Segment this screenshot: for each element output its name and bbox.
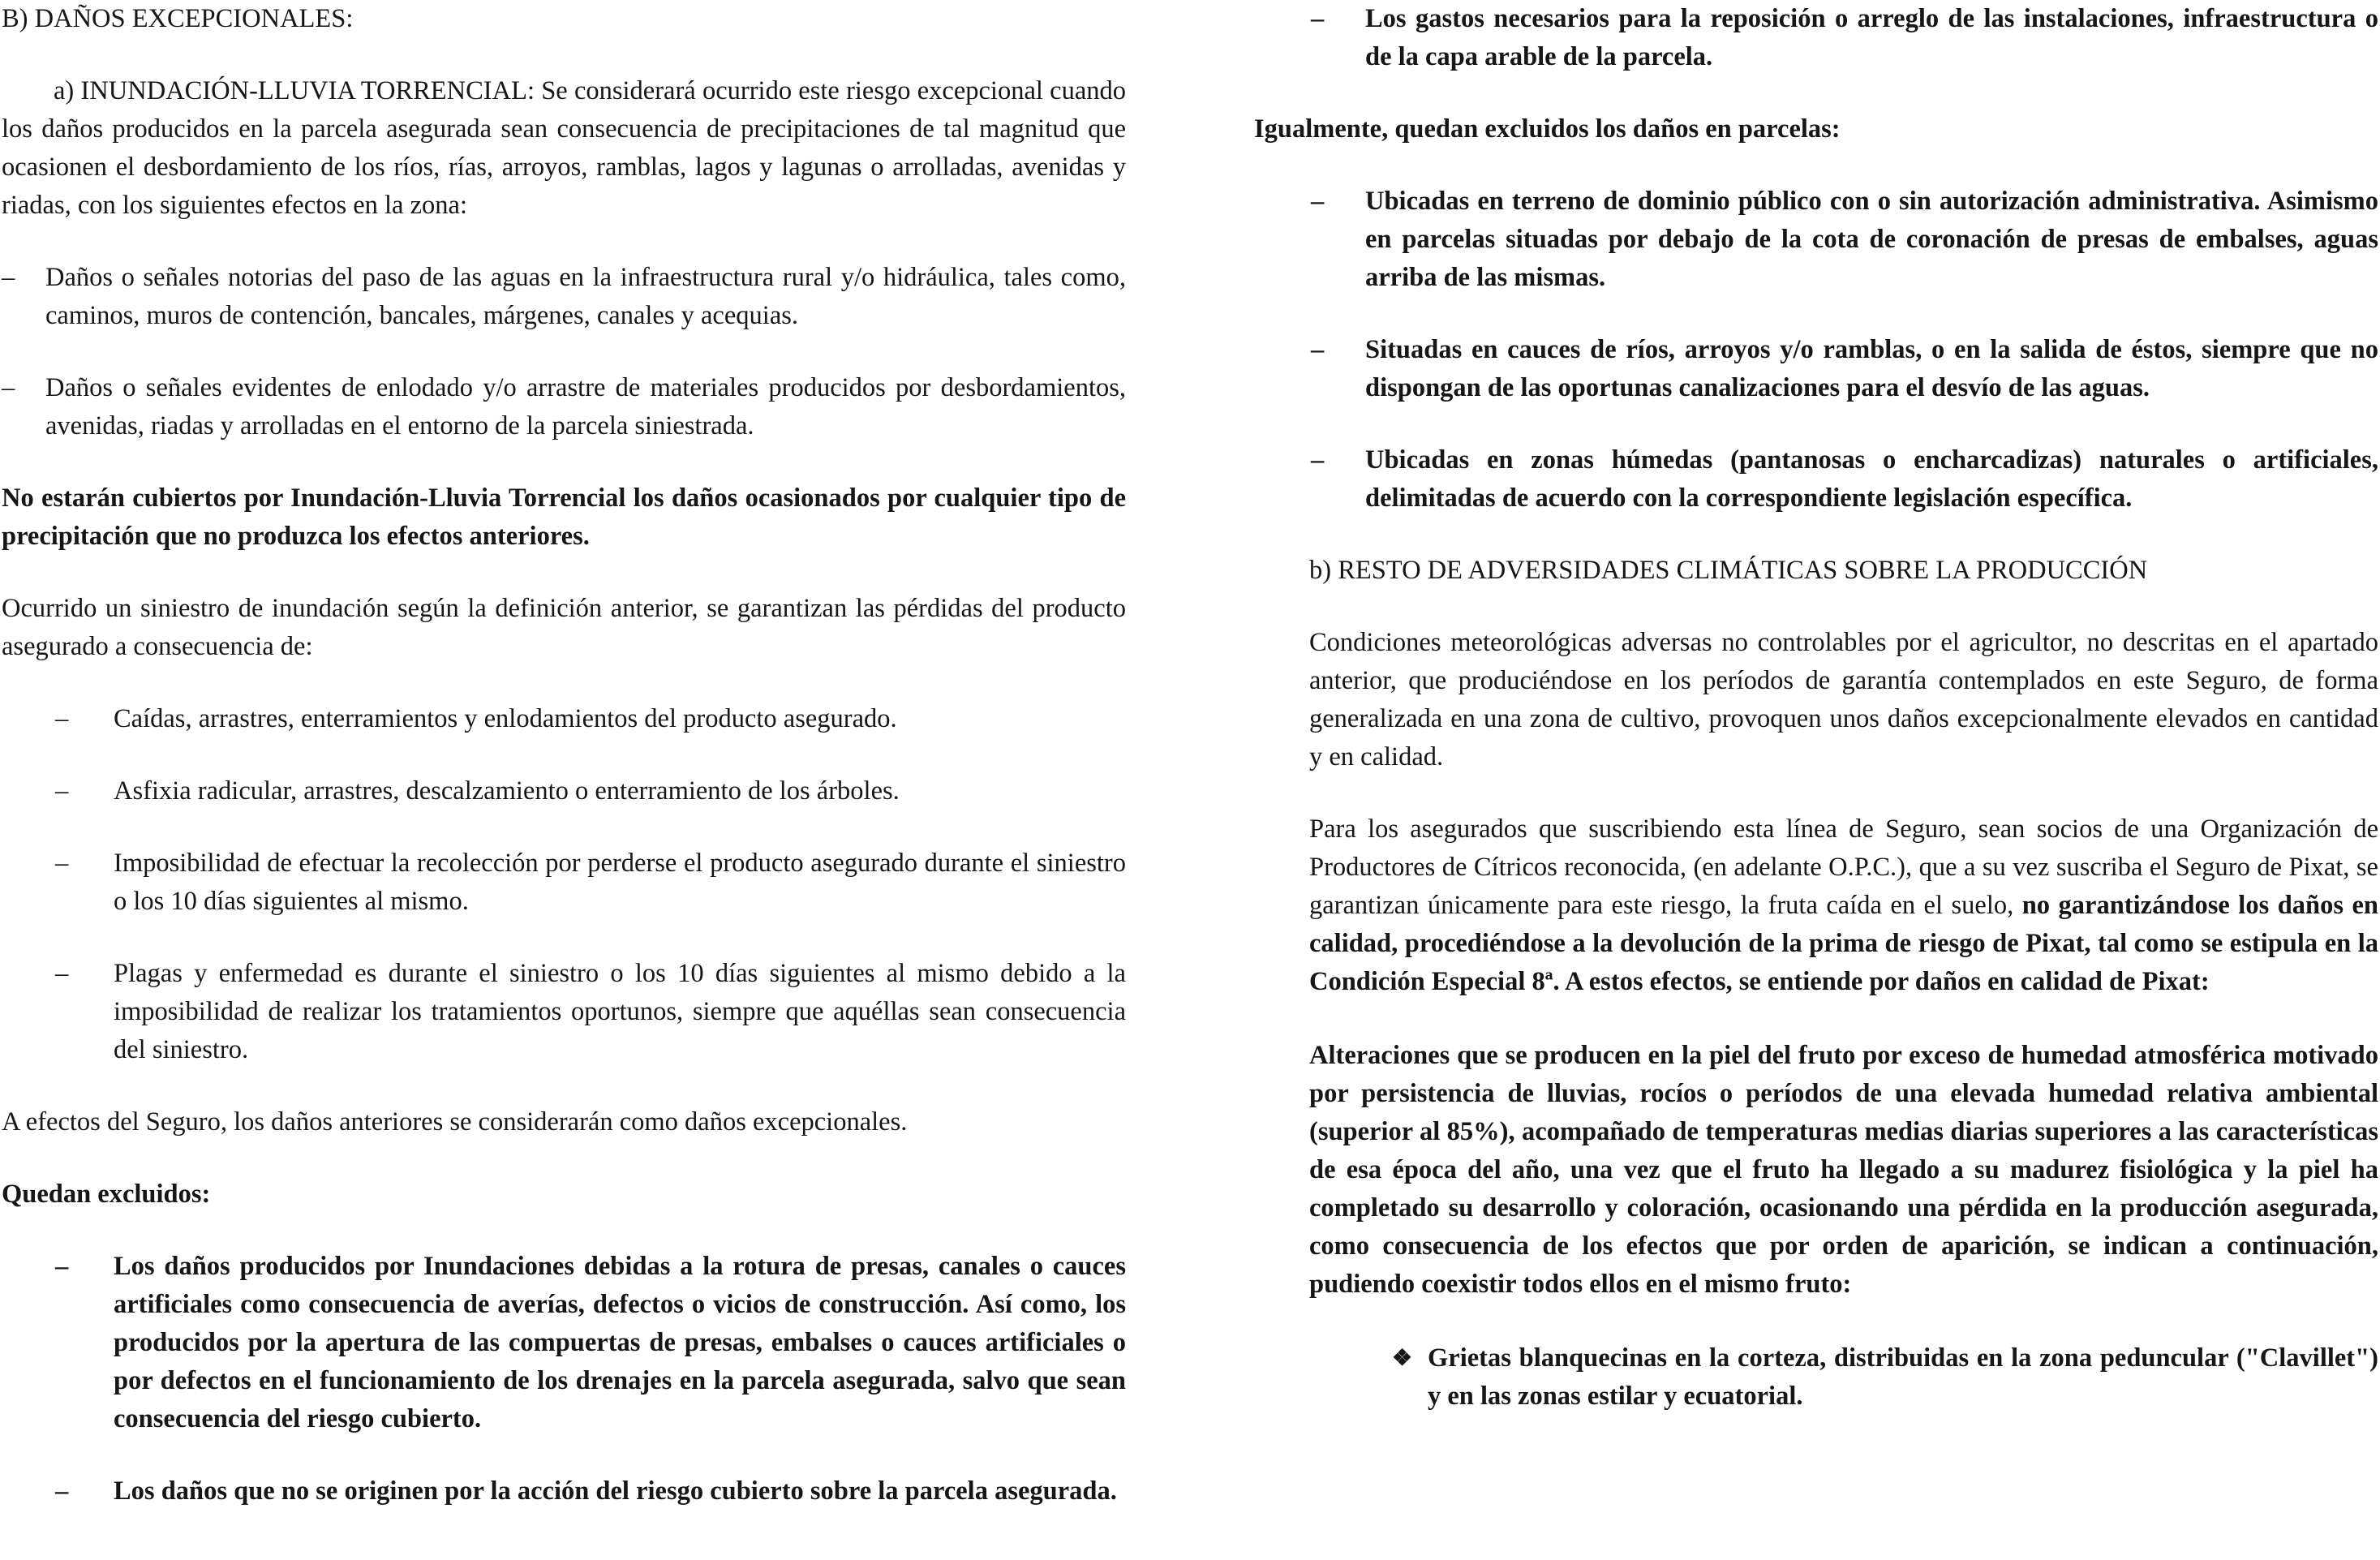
list-item-text: Los daños producidos por Inundaciones debidas a la rotura de presas, canales o cauces artificiales como consecuencia de averías, defectos o vicios de construcción. Así como, los producidos por la apertura de las compuertas de presas, embalses o cauces artificiales o por defectos en el funcionamiento de los drenajes en la parcela asegurada, salvo que sean consecuencia del riesgo cubierto. [114, 1252, 1126, 1433]
list-item [2, 700, 1126, 738]
list-item [1254, 183, 2378, 297]
dash-bullet: – [2, 373, 15, 402]
left-column [2, 0, 1126, 1511]
list-item-text: Daños o señales notorias del paso de las aguas en la infraestructura rural y/o hidráulica, tales como, caminos, muros de contención, bancales, márgenes, canales y acequias. [45, 263, 1126, 330]
alterations-paragraph: Alteraciones que se producen en la piel del fruto por exceso de humedad atmosférica motivado por persistencia de lluvias, rocíos o períodos de una elevada humedad relativa ambiental (superior al 85%), acompañado de temperaturas medias diarias superiores a las características de esa época del año, una vez que el fruto ha llegado a su madurez fisiológica y la piel ha completado su desarrollo y coloración, ocasionando una pérdida en la producción asegurada, como consecuencia de los efectos que por orden de aparición, se indican a continuación, pudiendo coexistir todos ellos en el mismo fruto: [1309, 1041, 2378, 1299]
occurred-paragraph: Ocurrido un siniestro de inundación según la definición anterior, se garantizan las pérdidas del producto asegurado a consecuencia de: [2, 594, 1126, 661]
opc-paragraph-text: Para los asegurados que suscribiendo esta línea de Seguro, sean socios de una Organización de Productores de Cítricos reconocida, (en adelante O.P.C.), que a su vez suscriba el Seguro de Pixat, se garantizan únicamente para este riesgo, la fruta caída en el suelo, [1309, 814, 2378, 920]
dash-bullet: – [1311, 335, 1325, 364]
dash-bullet: – [55, 776, 69, 806]
list-item-text: Situadas en cauces de ríos, arroyos y/o ramblas, o en la salida de éstos, siempre que no dispongan de las oportunas canalizaciones para el desvío de las aguas. [1365, 335, 2378, 402]
list-item-text: Asfixia radicular, arrastres, descalzamiento o enterramiento de los árboles. [114, 776, 900, 806]
list-item [2, 1472, 1126, 1511]
section-heading-b-resto: b) RESTO DE ADVERSIDADES CLIMÁTICAS SOBRE LA PRODUCCIÓN [1309, 556, 2148, 585]
dash-bullet: – [55, 1252, 69, 1281]
list-item-text: Grietas blanquecinas en la corteza, distribuidas en la zona peduncular ("Clavillet") y en las zonas estilar y ecuatorial. [1428, 1343, 2378, 1411]
conditions-paragraph: Condiciones meteorológicas adversas no controlables por el agricultor, no descritas en el apartado anterior, que produciéndose en los períodos de garantía contemplados en este Seguro, de forma generalizada en una zona de cultivo, provoquen unos daños excepcionalmente elevados en cantidad y en calidad. [1309, 628, 2378, 771]
list-item [2, 844, 1126, 921]
list-item [1254, 331, 2378, 407]
not-covered-paragraph: No estarán cubiertos por Inundación-Lluvia Torrencial los daños ocasionados por cualquier tipo de precipitación que no produzca los efectos anteriores. [2, 483, 1126, 551]
dash-bullet: – [55, 704, 69, 733]
list-item [2, 772, 1126, 810]
list-item [2, 259, 1126, 335]
excluded-title: Quedan excluidos: [2, 1180, 211, 1209]
list-item-text: Daños o señales evidentes de enlodado y/o arrastre de materiales producidos por desbordamientos, avenidas, riadas y arrolladas en el entorno de la parcela siniestrada. [45, 373, 1126, 440]
dash-bullet: – [2, 263, 15, 292]
parcels-title: Igualmente, quedan excluidos los daños en parcelas: [1254, 114, 1841, 144]
dash-bullet: – [1311, 187, 1325, 216]
dash-bullet: – [1311, 4, 1325, 33]
list-item [1254, 0, 2378, 76]
list-item-text: Ubicadas en zonas húmedas (pantanosas o encharcadizas) naturales o artificiales, delimitadas de acuerdo con la correspondiente legislación específica. [1365, 445, 2378, 513]
dash-bullet: – [55, 959, 69, 988]
flood-definition-paragraph: a) INUNDACIÓN-LLUVIA TORRENCIAL: Se considerará ocurrido este riesgo excepcional cuando los daños producidos en la parcela asegurada sean consecuencia de precipitaciones de tal magnitud que ocasionen el desbordamiento de los ríos, rías, arroyos, ramblas, lagos y lagunas o arrolladas, avenidas y riadas, con los siguientes efectos en la zona: [2, 76, 1126, 220]
dash-bullet: – [55, 1476, 69, 1506]
effects-note-paragraph: A efectos del Seguro, los daños anteriores se considerarán como daños excepcionales. [2, 1107, 908, 1137]
list-item-text: Plagas y enfermedad es durante el siniestro o los 10 días siguientes al mismo debido a la imposibilidad de realizar los tratamientos oportunos, siempre que aquéllas sean consecuencia del siniestro. [114, 959, 1126, 1064]
list-item-text: Los daños que no se originen por la acción del riesgo cubierto sobre la parcela asegurada. [114, 1476, 1117, 1506]
list-item [2, 955, 1126, 1069]
list-item-text: Los gastos necesarios para la reposición o arreglo de las instalaciones, infraestructura o de la capa arable de la parcela. [1365, 4, 2378, 71]
list-item-text: Caídas, arrastres, enterramientos y enlodamientos del producto asegurado. [114, 704, 897, 733]
list-item [2, 369, 1126, 445]
list-item-text: Imposibilidad de efectuar la recolección por perderse el producto asegurado durante el siniestro o los 10 días siguientes al mismo. [114, 849, 1126, 916]
list-item [1254, 1339, 2378, 1416]
list-item-text: Ubicadas en terreno de dominio público con o sin autorización administrativa. Asimismo en parcelas situadas por debajo de la cota de coronación de presas de embalses, aguas arriba de las mismas. [1365, 187, 2378, 292]
list-item [2, 1248, 1126, 1438]
right-column [1254, 0, 2378, 1416]
diamond-bullet-icon: ❖ [1392, 1346, 1413, 1371]
list-item [1254, 441, 2378, 518]
dash-bullet: – [1311, 445, 1325, 475]
dash-bullet: – [55, 849, 69, 878]
section-heading-b: B) DAÑOS EXCEPCIONALES: [2, 4, 354, 33]
opc-paragraph-bold: no garantizándose los daños en calidad, procediéndose a la devolución de la prima de riesgo de Pixat, tal como se estipula en la Condición Especial 8ª. A estos efectos, se entiende por daños en calidad de Pixat: [1309, 891, 2378, 996]
opc-paragraph [1309, 810, 2378, 1001]
